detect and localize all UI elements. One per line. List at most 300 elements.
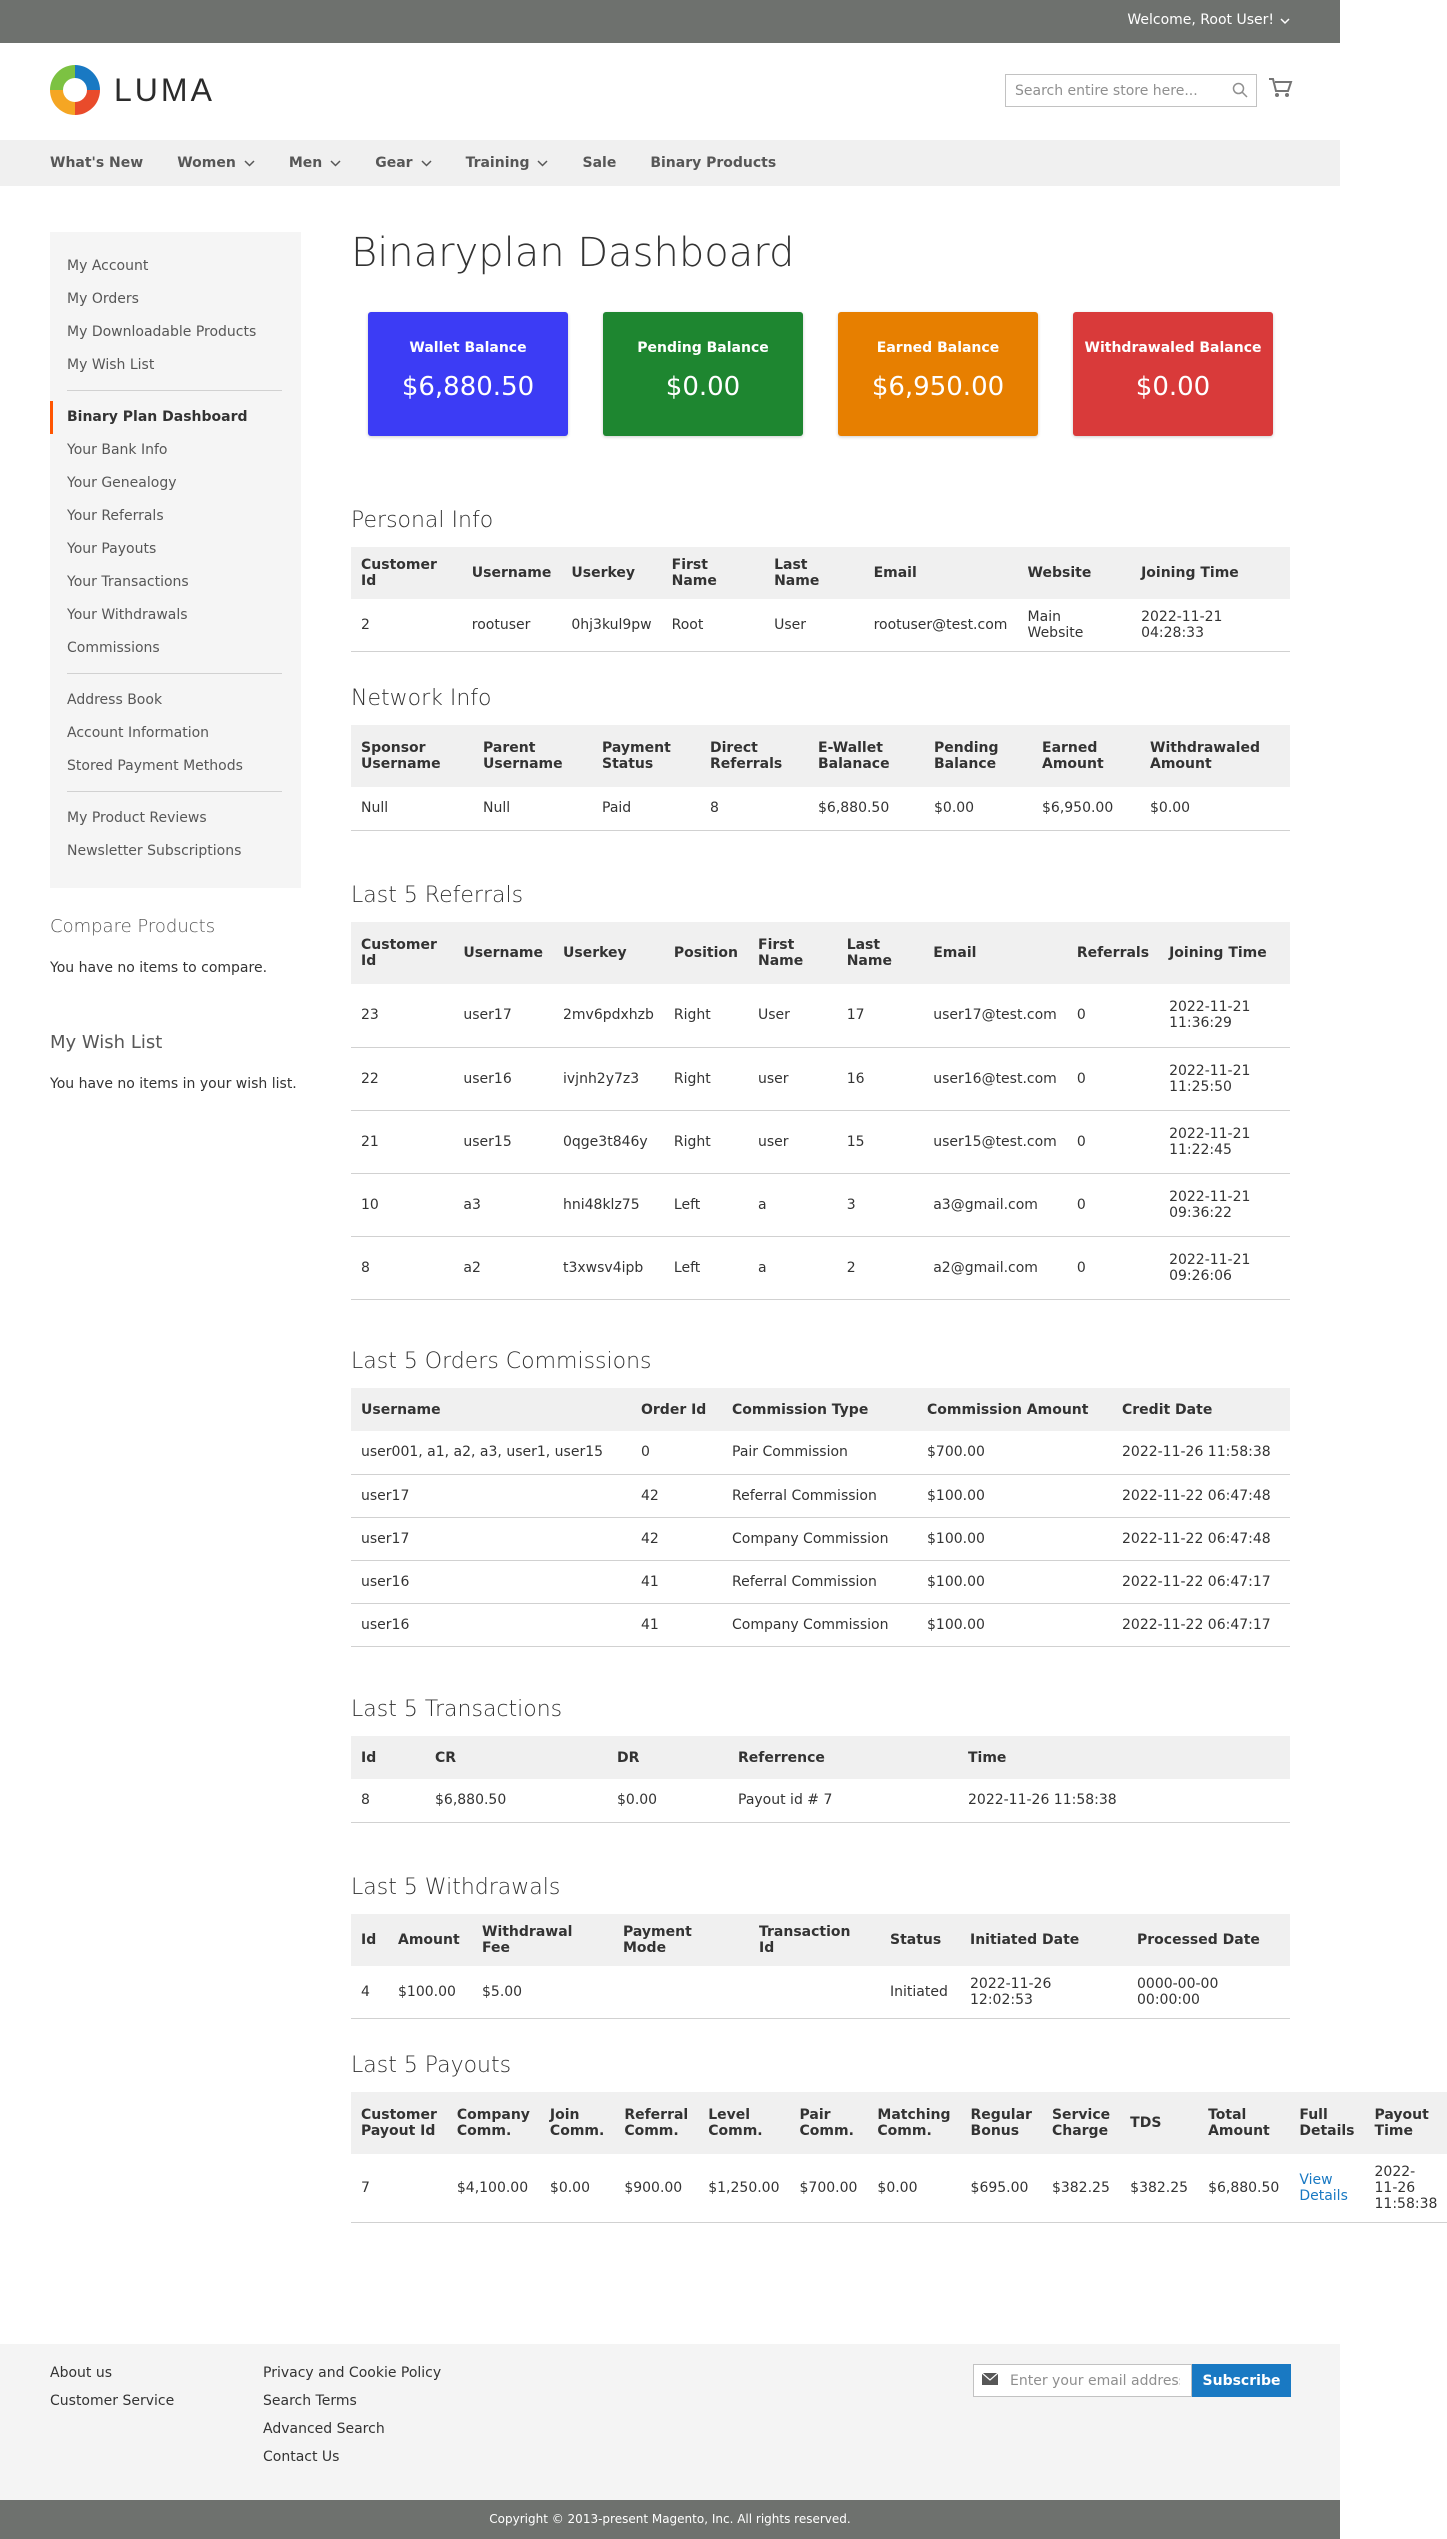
sidebar-item[interactable]: My Product Reviews bbox=[67, 810, 207, 826]
table-cell: a2@gmail.com bbox=[923, 1236, 1067, 1299]
column-header: Parent Username bbox=[473, 725, 592, 787]
envelope-icon bbox=[982, 2373, 998, 2389]
table-cell: $382.25 bbox=[1042, 2154, 1120, 2223]
table-cell: 2022-11-22 06:47:17 bbox=[1112, 1560, 1290, 1603]
column-header: Last Name bbox=[764, 547, 863, 599]
column-header: Id bbox=[351, 1736, 425, 1779]
table-row bbox=[351, 1517, 1290, 1560]
column-header: Customer Payout Id bbox=[351, 2092, 447, 2154]
sidebar-item[interactable]: Your Transactions bbox=[67, 574, 189, 590]
sidebar-item[interactable]: Your Bank Info bbox=[67, 442, 168, 458]
column-header: Withdrawal Fee bbox=[472, 1914, 613, 1966]
sidebar-item[interactable]: Commissions bbox=[67, 640, 160, 656]
column-header: Join Comm. bbox=[540, 2092, 614, 2154]
card-value: $0.00 bbox=[665, 372, 741, 402]
table-cell: 2022-11-21 04:28:33 bbox=[1131, 599, 1290, 652]
sidebar-item[interactable]: Stored Payment Methods bbox=[67, 758, 243, 774]
payouts-section bbox=[351, 2053, 1447, 2223]
column-header: Regular Bonus bbox=[961, 2092, 1042, 2154]
wishlist-title: My Wish List bbox=[50, 1032, 163, 1053]
sidebar-item[interactable]: Your Genealogy bbox=[67, 475, 177, 491]
column-header: Status bbox=[880, 1914, 960, 1966]
card-label: Withdrawaled Balance bbox=[1084, 340, 1262, 356]
column-header: TDS bbox=[1120, 2092, 1198, 2154]
column-header: DR bbox=[607, 1736, 728, 1779]
nav-item[interactable] bbox=[466, 155, 549, 171]
column-header: Amount bbox=[388, 1914, 472, 1966]
table-row bbox=[351, 2154, 1447, 2223]
table-cell: 23 bbox=[351, 984, 453, 1047]
table-cell: Paid bbox=[592, 787, 700, 830]
header-row bbox=[351, 725, 1290, 787]
table-row bbox=[351, 1474, 1290, 1517]
table-cell: 0 bbox=[1067, 984, 1159, 1047]
table-body bbox=[351, 787, 1290, 830]
table-cell: 0 bbox=[1067, 1110, 1159, 1173]
table-cell: $0.00 bbox=[540, 2154, 614, 2223]
nav-item[interactable] bbox=[582, 155, 616, 171]
column-header: Joining Time bbox=[1131, 547, 1290, 599]
section-title: Last 5 Transactions bbox=[351, 1697, 563, 1722]
sidebar-item[interactable]: Address Book bbox=[67, 692, 163, 708]
chevron-down-icon bbox=[537, 155, 548, 171]
table-head bbox=[351, 922, 1290, 984]
chevron-down-icon bbox=[244, 155, 255, 171]
column-header: Joining Time bbox=[1159, 922, 1290, 984]
orders-commissions-section bbox=[351, 1349, 1290, 1647]
table-cell: 3 bbox=[837, 1173, 924, 1236]
table-cell: user17 bbox=[351, 1474, 631, 1517]
table-head bbox=[351, 1914, 1290, 1966]
table-cell: $100.00 bbox=[917, 1603, 1112, 1646]
card-value: $0.00 bbox=[1135, 372, 1211, 402]
orders-commissions-table bbox=[351, 1388, 1290, 1647]
table-cell: Payout id # 7 bbox=[728, 1779, 958, 1822]
table-cell: Company Commission bbox=[722, 1517, 917, 1560]
table-body bbox=[351, 2154, 1447, 2223]
column-header: Email bbox=[864, 547, 1018, 599]
column-header: Payout Time bbox=[1365, 2092, 1447, 2154]
personal-info-table bbox=[351, 547, 1290, 652]
nav-item-label: Sale bbox=[582, 155, 617, 171]
table-cell: 22 bbox=[351, 1047, 453, 1110]
table-cell bbox=[749, 1966, 880, 2019]
nav-item[interactable] bbox=[375, 155, 431, 171]
table-cell: a bbox=[748, 1236, 837, 1299]
column-header: Customer Id bbox=[351, 547, 462, 599]
personal-info-section bbox=[351, 508, 1290, 652]
table-row bbox=[351, 1047, 1290, 1110]
column-header: Transaction Id bbox=[749, 1914, 880, 1966]
card-label: Earned Balance bbox=[876, 340, 1000, 356]
column-header: Referrals bbox=[1067, 922, 1159, 984]
table-cell: t3xwsv4ipb bbox=[553, 1236, 664, 1299]
table-cell: 2022-11-21 09:36:22 bbox=[1159, 1173, 1290, 1236]
table-cell: $0.00 bbox=[1140, 787, 1290, 830]
column-header: Matching Comm. bbox=[867, 2092, 960, 2154]
table-cell: $0.00 bbox=[607, 1779, 728, 1822]
table-cell: 42 bbox=[631, 1517, 722, 1560]
table-row bbox=[351, 1779, 1290, 1822]
table-cell: Pair Commission bbox=[722, 1431, 917, 1474]
column-header: Referral Comm. bbox=[614, 2092, 698, 2154]
table-cell: Null bbox=[473, 787, 592, 830]
table-cell: user001, a1, a2, a3, user1, user15 bbox=[351, 1431, 631, 1474]
search-input[interactable] bbox=[1015, 83, 1215, 99]
column-header: Processed Date bbox=[1127, 1914, 1290, 1966]
column-header: Payment Mode bbox=[613, 1914, 749, 1966]
sidebar-item[interactable]: My Wish List bbox=[67, 357, 155, 373]
table-cell: $900.00 bbox=[614, 2154, 698, 2223]
table-cell: rootuser@test.com bbox=[864, 599, 1018, 652]
column-header: Withdrawaled Amount bbox=[1140, 725, 1290, 787]
table-body bbox=[351, 1431, 1290, 1646]
card-value: $6,880.50 bbox=[401, 372, 535, 402]
balance-cards bbox=[368, 312, 1291, 436]
footer-link-about[interactable]: About us bbox=[50, 2365, 113, 2381]
balance-card bbox=[838, 312, 1038, 436]
footer-link-contact[interactable]: Contact Us bbox=[263, 2449, 340, 2465]
table-cell: user17@test.com bbox=[923, 984, 1067, 1047]
table-cell: $6,880.50 bbox=[1198, 2154, 1289, 2223]
table-cell: 0000-00-00 00:00:00 bbox=[1127, 1966, 1290, 2019]
column-header: Userkey bbox=[553, 922, 664, 984]
column-header: Position bbox=[664, 922, 748, 984]
table-cell: $382.25 bbox=[1120, 2154, 1198, 2223]
store-logo[interactable] bbox=[50, 65, 215, 115]
table-cell: 17 bbox=[837, 984, 924, 1047]
sidebar-item[interactable]: Account Information bbox=[67, 725, 210, 741]
header bbox=[0, 43, 1340, 140]
column-header: Order Id bbox=[631, 1388, 722, 1431]
table-cell: Referral Commission bbox=[722, 1474, 917, 1517]
column-header: Initiated Date bbox=[960, 1914, 1127, 1966]
table-cell: 2022-11-22 06:47:17 bbox=[1112, 1603, 1290, 1646]
table-cell: user16 bbox=[453, 1047, 553, 1110]
table-head bbox=[351, 1736, 1290, 1779]
newsletter-email-input[interactable] bbox=[1010, 2373, 1180, 2389]
table-cell: User bbox=[748, 984, 837, 1047]
table-head bbox=[351, 725, 1290, 787]
table-cell: 0 bbox=[1067, 1047, 1159, 1110]
column-header: Userkey bbox=[561, 547, 661, 599]
table-cell: 21 bbox=[351, 1110, 453, 1173]
table-cell: 15 bbox=[837, 1110, 924, 1173]
table-cell: user16 bbox=[351, 1560, 631, 1603]
table-cell: $6,880.50 bbox=[808, 787, 924, 830]
payouts-table bbox=[351, 2092, 1447, 2223]
header-row bbox=[351, 2092, 1447, 2154]
sidebar-item[interactable]: Newsletter Subscriptions bbox=[67, 843, 242, 859]
table-cell: Null bbox=[351, 787, 473, 830]
withdrawals-section bbox=[351, 1875, 1290, 2019]
table-cell: 2 bbox=[351, 599, 462, 652]
table-cell: 4 bbox=[351, 1966, 388, 2019]
column-header: First Name bbox=[662, 547, 764, 599]
table-cell: 2022-11-26 12:02:53 bbox=[960, 1966, 1127, 2019]
table-body bbox=[351, 984, 1290, 1299]
sidebar-item[interactable]: My Orders bbox=[67, 291, 139, 307]
chevron-down-icon bbox=[421, 155, 432, 171]
top-bar bbox=[0, 0, 1340, 43]
page-title: Binaryplan Dashboard bbox=[351, 230, 795, 276]
table-cell: 2022-11-26 11:58:38 bbox=[1365, 2154, 1447, 2223]
table-row bbox=[351, 1603, 1290, 1646]
account-sidebar bbox=[50, 232, 301, 888]
table-cell: 2022-11-22 06:47:48 bbox=[1112, 1474, 1290, 1517]
column-header: Id bbox=[351, 1914, 388, 1966]
table-cell: 8 bbox=[700, 787, 808, 830]
welcome-menu[interactable] bbox=[1127, 12, 1290, 28]
header-row bbox=[351, 547, 1290, 599]
card-label: Wallet Balance bbox=[409, 340, 527, 356]
cart-icon[interactable] bbox=[1268, 77, 1292, 103]
sidebar-divider bbox=[67, 673, 282, 674]
table-cell: $100.00 bbox=[917, 1560, 1112, 1603]
nav-item-label: Gear bbox=[375, 155, 413, 171]
sidebar-item[interactable]: Your Payouts bbox=[67, 541, 157, 557]
table-cell: user16@test.com bbox=[923, 1047, 1067, 1110]
column-header: Pair Comm. bbox=[790, 2092, 868, 2154]
table-cell: a2 bbox=[453, 1236, 553, 1299]
table-row bbox=[351, 599, 1290, 652]
sidebar-item[interactable]: My Downloadable Products bbox=[67, 324, 257, 340]
section-title: Last 5 Withdrawals bbox=[351, 1875, 561, 1900]
chevron-down-icon bbox=[1280, 12, 1290, 28]
nav-item-label: Binary Products bbox=[650, 155, 777, 171]
newsletter-field[interactable] bbox=[973, 2364, 1192, 2397]
footer-link-search-terms[interactable]: Search Terms bbox=[263, 2393, 357, 2409]
column-header: Full Details bbox=[1289, 2092, 1364, 2154]
table-cell: $700.00 bbox=[790, 2154, 868, 2223]
column-header: Sponsor Username bbox=[351, 725, 473, 787]
table-cell: $4,100.00 bbox=[447, 2154, 540, 2223]
table-cell: 0hj3kul9pw bbox=[561, 599, 661, 652]
table-cell: user bbox=[748, 1110, 837, 1173]
table-cell: user bbox=[748, 1047, 837, 1110]
footer-link-privacy[interactable]: Privacy and Cookie Policy bbox=[263, 2365, 442, 2381]
newsletter-form bbox=[973, 2364, 1291, 2397]
table-row bbox=[351, 1173, 1290, 1236]
compare-products-text: You have no items to compare. bbox=[50, 960, 268, 976]
table-cell: 2022-11-26 11:58:38 bbox=[958, 1779, 1290, 1822]
table-cell: Main Website bbox=[1018, 599, 1132, 652]
column-header: Commission Type bbox=[722, 1388, 917, 1431]
table-cell: Right bbox=[664, 984, 748, 1047]
table-cell: $6,880.50 bbox=[425, 1779, 607, 1822]
section-title: Last 5 Orders Commissions bbox=[351, 1349, 652, 1374]
column-header: Username bbox=[462, 547, 562, 599]
balance-card bbox=[368, 312, 568, 436]
table-cell: 8 bbox=[351, 1236, 453, 1299]
sidebar-item[interactable]: Your Withdrawals bbox=[67, 607, 188, 623]
table-row bbox=[351, 1236, 1290, 1299]
header-row bbox=[351, 1388, 1290, 1431]
table-cell: 10 bbox=[351, 1173, 453, 1236]
column-header: Username bbox=[453, 922, 553, 984]
luma-logo-icon bbox=[50, 65, 100, 115]
table-cell: 8 bbox=[351, 1779, 425, 1822]
column-header: Total Amount bbox=[1198, 2092, 1289, 2154]
section-title: Network Info bbox=[351, 686, 492, 711]
table-cell: $100.00 bbox=[917, 1517, 1112, 1560]
sidebar-item[interactable]: Binary Plan Dashboard bbox=[50, 401, 301, 434]
table-cell: 2mv6pdxhzb bbox=[553, 984, 664, 1047]
table-body bbox=[351, 1779, 1290, 1822]
table-cell: Left bbox=[664, 1236, 748, 1299]
column-header: Direct Referrals bbox=[700, 725, 808, 787]
main-navigation bbox=[0, 140, 1340, 186]
table-cell: Root bbox=[662, 599, 764, 652]
column-header: Payment Status bbox=[592, 725, 700, 787]
nav-item-label: Training bbox=[465, 155, 530, 171]
table-cell: hni48klz75 bbox=[553, 1173, 664, 1236]
table-cell: $0.00 bbox=[924, 787, 1032, 830]
column-header: Company Comm. bbox=[447, 2092, 540, 2154]
table-row bbox=[351, 1966, 1290, 2019]
column-header: Pending Balance bbox=[924, 725, 1032, 787]
balance-card bbox=[603, 312, 803, 436]
compare-products-title: Compare Products bbox=[50, 916, 216, 937]
nav-item-label: What's New bbox=[50, 155, 144, 171]
table-cell: ivjnh2y7z3 bbox=[553, 1047, 664, 1110]
column-header: Service Charge bbox=[1042, 2092, 1120, 2154]
table-head bbox=[351, 1388, 1290, 1431]
table-cell: user17 bbox=[351, 1517, 631, 1560]
table-cell: a3 bbox=[453, 1173, 553, 1236]
column-header: CR bbox=[425, 1736, 607, 1779]
table-cell: 7 bbox=[351, 2154, 447, 2223]
table-cell: 2022-11-22 06:47:48 bbox=[1112, 1517, 1290, 1560]
table-cell: 2022-11-26 11:58:38 bbox=[1112, 1431, 1290, 1474]
column-header: Time bbox=[958, 1736, 1290, 1779]
column-header: Customer Id bbox=[351, 922, 453, 984]
table-cell: 2022-11-21 11:22:45 bbox=[1159, 1110, 1290, 1173]
table-cell: user15@test.com bbox=[923, 1110, 1067, 1173]
copyright: Copyright © 2013-present Magento, Inc. All rights reserved. bbox=[0, 2500, 1340, 2539]
table-body bbox=[351, 1966, 1290, 2019]
table-cell: $0.00 bbox=[867, 2154, 960, 2223]
table-cell: 2022-11-21 11:36:29 bbox=[1159, 984, 1290, 1047]
nav-item-label: Women bbox=[177, 155, 236, 171]
referrals-table bbox=[351, 922, 1290, 1300]
table-cell: $100.00 bbox=[917, 1474, 1112, 1517]
table-cell: 42 bbox=[631, 1474, 722, 1517]
table-cell: user16 bbox=[351, 1603, 631, 1646]
nav-item[interactable] bbox=[289, 155, 341, 171]
table-row bbox=[351, 1431, 1290, 1474]
header-row bbox=[351, 1736, 1290, 1779]
chevron-down-icon bbox=[330, 155, 341, 171]
nav-item[interactable] bbox=[650, 155, 776, 171]
table-cell: Referral Commission bbox=[722, 1560, 917, 1603]
main-content bbox=[351, 225, 1438, 2212]
footer-link-advanced-search[interactable]: Advanced Search bbox=[263, 2421, 385, 2437]
sidebar-item[interactable]: Your Referrals bbox=[67, 508, 164, 524]
table-body bbox=[351, 599, 1290, 652]
column-header: Referrence bbox=[728, 1736, 958, 1779]
table-cell: a3@gmail.com bbox=[923, 1173, 1067, 1236]
column-header: Last Name bbox=[837, 922, 924, 984]
network-info-section bbox=[351, 686, 1290, 831]
table-cell: 16 bbox=[837, 1047, 924, 1110]
table-cell: Right bbox=[664, 1047, 748, 1110]
table-cell: Left bbox=[664, 1173, 748, 1236]
view-details-link[interactable]: View Details bbox=[1289, 2154, 1364, 2223]
table-cell bbox=[613, 1966, 749, 2019]
nav-item-label: Men bbox=[288, 155, 323, 171]
table-cell: 0qge3t846y bbox=[553, 1110, 664, 1173]
table-cell: $6,950.00 bbox=[1032, 787, 1140, 830]
sidebar-divider bbox=[67, 390, 282, 391]
table-cell: 2 bbox=[837, 1236, 924, 1299]
table-cell: user17 bbox=[453, 984, 553, 1047]
section-title: Last 5 Payouts bbox=[351, 2053, 512, 2078]
column-header: Username bbox=[351, 1388, 631, 1431]
transactions-table bbox=[351, 1736, 1290, 1823]
subscribe-button[interactable]: Subscribe bbox=[1192, 2364, 1291, 2397]
table-head bbox=[351, 547, 1290, 599]
table-cell: 0 bbox=[1067, 1173, 1159, 1236]
table-cell: 41 bbox=[631, 1560, 722, 1603]
card-label: Pending Balance bbox=[637, 340, 769, 356]
sidebar-divider bbox=[67, 791, 282, 792]
footer-link-customer-service[interactable]: Customer Service bbox=[50, 2393, 175, 2409]
sidebar-item[interactable]: My Account bbox=[67, 258, 149, 274]
table-cell: Company Commission bbox=[722, 1603, 917, 1646]
section-title: Last 5 Referrals bbox=[351, 883, 524, 908]
table-cell: 2022-11-21 09:26:06 bbox=[1159, 1236, 1290, 1299]
table-cell: $695.00 bbox=[961, 2154, 1042, 2223]
table-cell: $1,250.00 bbox=[698, 2154, 789, 2223]
table-cell: 2022-11-21 11:25:50 bbox=[1159, 1047, 1290, 1110]
welcome-text: Welcome, Root User! bbox=[1127, 12, 1274, 28]
table-cell: 41 bbox=[631, 1603, 722, 1646]
transactions-section bbox=[351, 1697, 1290, 1823]
column-header: Commission Amount bbox=[917, 1388, 1112, 1431]
table-cell: User bbox=[764, 599, 863, 652]
referrals-section bbox=[351, 883, 1290, 1300]
table-cell: 0 bbox=[1067, 1236, 1159, 1299]
column-header: First Name bbox=[748, 922, 837, 984]
column-header: Level Comm. bbox=[698, 2092, 789, 2154]
table-row bbox=[351, 984, 1290, 1047]
table-cell: 0 bbox=[631, 1431, 722, 1474]
header-row bbox=[351, 922, 1290, 984]
table-row bbox=[351, 1110, 1290, 1173]
table-row bbox=[351, 1560, 1290, 1603]
table-cell: $700.00 bbox=[917, 1431, 1112, 1474]
table-cell: rootuser bbox=[462, 599, 562, 652]
balance-card bbox=[1073, 312, 1273, 436]
column-header: E-Wallet Balanace bbox=[808, 725, 924, 787]
column-header: Email bbox=[923, 922, 1067, 984]
nav-item[interactable] bbox=[177, 155, 255, 171]
logo-text: LUMA bbox=[114, 71, 215, 108]
network-info-table bbox=[351, 725, 1290, 831]
table-cell: Right bbox=[664, 1110, 748, 1173]
section-title: Personal Info bbox=[351, 508, 494, 533]
search-box[interactable] bbox=[1005, 74, 1257, 107]
table-head bbox=[351, 2092, 1447, 2154]
table-cell: Initiated bbox=[880, 1966, 960, 2019]
header-row bbox=[351, 1914, 1290, 1966]
nav-item[interactable] bbox=[50, 155, 143, 171]
table-cell: a bbox=[748, 1173, 837, 1236]
search-icon[interactable] bbox=[1232, 82, 1248, 102]
page bbox=[0, 0, 1340, 186]
table-cell: user15 bbox=[453, 1110, 553, 1173]
